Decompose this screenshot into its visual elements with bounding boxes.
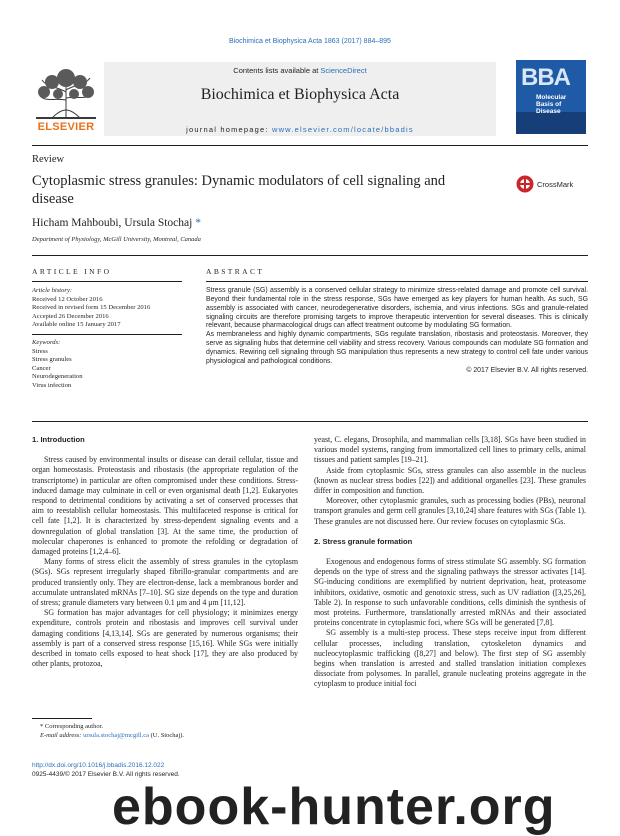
header-rule	[32, 145, 588, 146]
body-paragraph: Stress caused by environmental insults or disease can derail cellular, tissue and organ homeostasis. Proteostasis and ribostasis (the appropriate regulation of the transcriptome) in particular are often compromised under these conditions. Stress-induced damage may culminate in cell or even organismal death [1,2]. Eukaryotes respond to detrimental conditions by activating a set of conserved processes that aim to reestablish cellular homeostasis. This multifaceted response is critical for cell fate [1,2]. It is characterized by stress-dependent signaling events and a downregulation of global translation [3]. At the same time, the production of molecular chaperones is enhanced to promote the refolding or degradation of damaged proteins [1,2,4–6].	[32, 455, 298, 557]
corresponding-author-note	[32, 723, 298, 732]
doi-link[interactable]: http://dx.doi.org/10.1016/j.bbadis.2016.12.022	[32, 762, 165, 769]
cover-bba-text: BBA	[521, 64, 570, 91]
body-rule	[32, 421, 588, 422]
footnote	[32, 723, 298, 740]
abstract-paragraph-1: Stress granule (SG) assembly is a conserved cellular strategy to minimize stress-related damage and promote cell survival. Beyond their fundamental role in the stress response, SGs have emerged as key players for human health. As such, SG assembly is associated with cancer, neurodegenerative disorders, ischemia, and virus infections. SGs and granule-related signaling circuits are therefore promising targets to improve therapeutic intervention for several diseases. This is clinically relevant, because pharmacological drugs can affect treatment outcome by modulating SG formation.	[206, 287, 588, 330]
email-label: E-mail address:	[40, 731, 84, 739]
body-paragraph: Exogenous and endogenous forms of stress stimulate SG assembly. SG formation depends on the type of stress and the signaling pathways the stressor activates [14]. SG-inducing conditions are exemplified by nutrient deprivation, heat, proteasome inhibitors, oxidative, osmotic and genotoxic stress, such as UV radiation ([3,25,26], Table 2). In response to such unfavorable conditions, cells diminish the synthesis of most proteins. Furthermore, translationally arrested mRNAs and their associated proteins concentrate in cytoplasmic foci, where SGs will be generated [7,8].	[314, 557, 586, 628]
copyright-line: © 2017 Elsevier B.V. All rights reserved.	[466, 366, 588, 374]
history-revised: Received in revised form 15 December 2016	[32, 304, 151, 312]
body-paragraph: SG formation has major advantages for cell physiology; it minimizes energy expenditure, controls protein and ribostasis and improves cell survival under damaging conditions [4,13,14]. SGs are generated by numerous organisms; their assembly is part of a conserved stress response [15,16]. While SGs were initially described in tomato cells exposed to heat shock [17], they are also produced by other plants, protozoa,	[32, 608, 298, 669]
body-right-column	[314, 435, 586, 690]
homepage-url-link[interactable]: www.elsevier.com/locate/bbadis	[271, 125, 414, 134]
section-2-heading: 2. Stress granule formation	[314, 536, 413, 546]
abstract-heading: ABSTRACT	[206, 267, 265, 276]
keyword-item: Stress granules	[32, 356, 72, 364]
body-paragraph: SG assembly is a multi-step process. These steps receive input from different cellular processes, including translation, cytoskeleton dynamics and nucleocytoplasmic trafficking ([8,27] and below). The first step of SG assembly begins when translation is arrested and stalled translation initiation complexes dissociate from polysomes. In parallel, granule nucleating proteins aggregate in the cytoplasm to produce initial foci	[314, 628, 586, 689]
section-1-heading: 1. Introduction	[32, 435, 85, 444]
abstract-paragraph-2: As membraneless and highly dynamic compartments, SGs regulate translation, ribostasis and proteostasis. Moreover, they serve as signaling hubs that determine cell viability and stress recovery. Various compounds can modulate SG formation and dynamics. Rewiring cell signaling through SG manipulation thus represents a new strategy to control cell fate under various physiological and pathological conditions.	[206, 331, 588, 365]
author-list	[32, 217, 201, 229]
section-rule	[32, 255, 588, 256]
contents-line	[104, 66, 496, 75]
email-link[interactable]: ursula.stochaj@mcgill.ca	[83, 731, 150, 739]
cover-subtitle: Molecular Basis of Disease	[536, 94, 567, 115]
article-info-heading: ARTICLE INFO	[32, 267, 112, 276]
email-suffix: (U. Stochaj).	[149, 731, 185, 739]
abstract-body	[206, 287, 588, 375]
doi-block	[32, 762, 180, 779]
contents-prefix: Contents lists available at	[233, 66, 321, 75]
footnote-rule	[32, 718, 92, 719]
crossmark-badge[interactable]	[516, 174, 586, 194]
article-type: Review	[32, 154, 65, 165]
homepage-line	[104, 125, 496, 134]
body-paragraph: yeast, C. elegans, Drosophila, and mammalian cells [3,18]. SGs have been studied in various model systems, ranging from immortalized cell lines to primary cells, animal tissues and patient samples [19–21].	[314, 435, 586, 465]
elsevier-wordmark: ELSEVIER	[37, 121, 95, 133]
footnote-corresponding: Corresponding author.	[44, 723, 104, 730]
keywords-rule	[32, 330, 182, 335]
keyword-item: Virus infection	[32, 381, 72, 389]
keyword-item: Neurodegeneration	[32, 373, 83, 381]
history-label: Article history:	[32, 287, 73, 294]
body-paragraph: Aside from cytoplasmic SGs, stress granules can also assemble in the nucleus (known as nuclear stress bodies [22]) and additional organelles [23]. These granules differ in composition and function.	[314, 465, 586, 496]
keyword-item: Cancer	[32, 364, 51, 372]
crossmark-label: CrossMark	[537, 180, 574, 189]
history-accepted: Accepted 26 December 2016	[32, 312, 109, 320]
article-info-box	[32, 287, 182, 391]
keywords-label: Keywords:	[32, 338, 61, 346]
email-note	[32, 732, 298, 741]
homepage-prefix: journal homepage:	[186, 125, 272, 134]
abstract-rule	[206, 281, 588, 282]
history-received: Received 12 October 2016	[32, 295, 103, 303]
footnote-mark: *	[40, 723, 44, 730]
keyword-item: Stress	[32, 347, 48, 355]
watermark-text: ebook-hunter.org	[112, 778, 556, 836]
journal-reference-link[interactable]: Biochimica et Biophysica Acta 1863 (2017) 884–895	[229, 38, 391, 45]
article-info-rule	[32, 281, 182, 282]
sciencedirect-link[interactable]: ScienceDirect	[320, 66, 367, 75]
article-title: Cytoplasmic stress granules: Dynamic modulators of cell signaling and disease	[32, 173, 446, 207]
journal-title: Biochimica et Biophysica Acta	[200, 86, 400, 103]
issn-line: 0925-4439/© 2017 Elsevier B.V. All rights reserved.	[32, 770, 180, 778]
journal-cover-strip	[516, 112, 586, 134]
author-affiliation: Department of Physiology, McGill University, Montreal, Canada	[32, 236, 201, 243]
corresponding-author-mark[interactable]: *	[195, 217, 201, 229]
history-online: Available online 15 January 2017	[32, 321, 121, 329]
author-names: Hicham Mahboubi, Ursula Stochaj	[32, 217, 193, 229]
body-left-column	[32, 435, 298, 669]
body-paragraph: Many forms of stress elicit the assembly of stress granules in the cytoplasm (SGs). SGs represent irregularly shaped fibrillo-granular compartments and are produced transiently only. They are electron-dense, lack a membranous border and accumulate untranslated mRNAs [7–10]. SG size depends on the type and duration of stress; granule diameters vary between 0.1 μm and 4 μm [11,12].	[32, 557, 298, 608]
body-paragraph: Moreover, other cytoplasmic granules, such as processing bodies (PBs), neuronal transport granules and germ cell granules [3,10,24] share features with SGs (Table 1). These granules are not discussed here. Our review focuses on cytoplasmic SGs.	[314, 496, 586, 526]
